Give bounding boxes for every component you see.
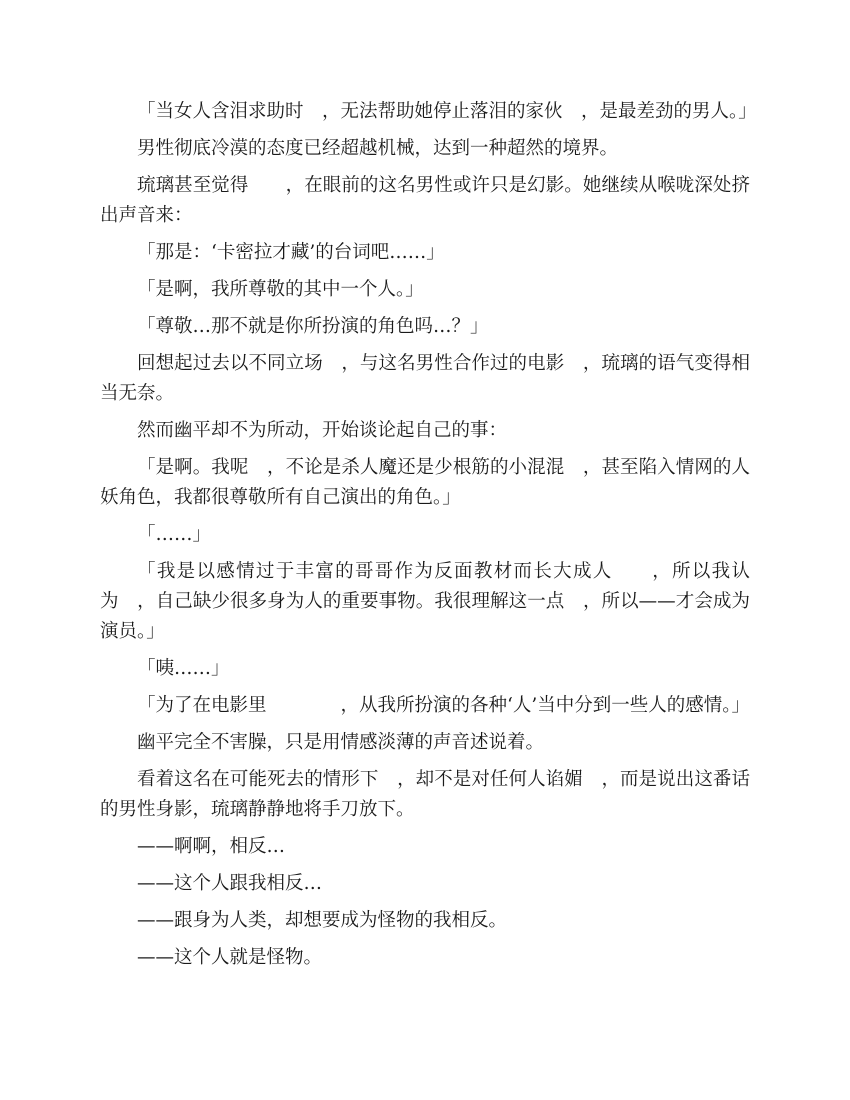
paragraph: 「尊敬…那不就是你所扮演的角色吗…？」: [137, 316, 489, 337]
document-body: [100, 97, 757, 980]
paragraph: 「为了在电影里 ，从我所扮演的各种‘人’当中分到一些人的感情。」: [137, 695, 751, 716]
paragraph: 「那是：‘卡密拉才藏’的台词吧……」: [137, 242, 445, 263]
paragraph: 幽平完全不害臊，只是用情感淡薄的声音述说着。: [137, 732, 545, 753]
paragraph: 回想起过去以不同立场 ，与这名男性合作过的电影 ，琉璃的语气变得相当无奈。: [100, 353, 750, 404]
paragraph: ——这个人跟我相反…: [137, 873, 323, 894]
paragraph: 男性彻底冷漠的态度已经超越机械，达到一种超然的境界。: [137, 138, 619, 159]
paragraph: 琉璃甚至觉得 ，在眼前的这名男性或许只是幻影。她继续从喉咙深处挤出声音来：: [100, 175, 750, 226]
paragraph: 「……」: [137, 524, 212, 545]
paragraph: ——啊啊，相反…: [137, 836, 286, 857]
paragraph: 看着这名在可能死去的情形下 ，却不是对任何人谄媚 ，而是说出这番话的男性身影，琉璃静静地将手刀放下。: [100, 769, 750, 820]
paragraph: 「当女人含泪求助时 ，无法帮助她停止落泪的家伙 ，是最差劲的男人。」: [137, 101, 757, 122]
paragraph: 「是啊。我呢 ，不论是杀人魔还是少根筋的小混混 ，甚至陷入情网的人妖角色，我都很尊敬所有自己演出的角色。」: [100, 457, 750, 508]
paragraph: 「我是以感情过于丰富的哥哥作为反面教材而长大成人 ，所以我认为 ，自己缺少很多身为人的重要事物。我很理解这一点 ，所以——才会成为演员。」: [100, 561, 750, 642]
paragraph: 「咦……」: [137, 658, 230, 679]
paragraph: 「是啊，我所尊敬的其中一个人。」: [137, 279, 424, 300]
paragraph: 然而幽平却不为所动，开始谈论起自己的事：: [137, 420, 508, 441]
paragraph: ——跟身为人类，却想要成为怪物的我相反。: [137, 910, 508, 931]
paragraph: ——这个人就是怪物。: [137, 947, 323, 968]
